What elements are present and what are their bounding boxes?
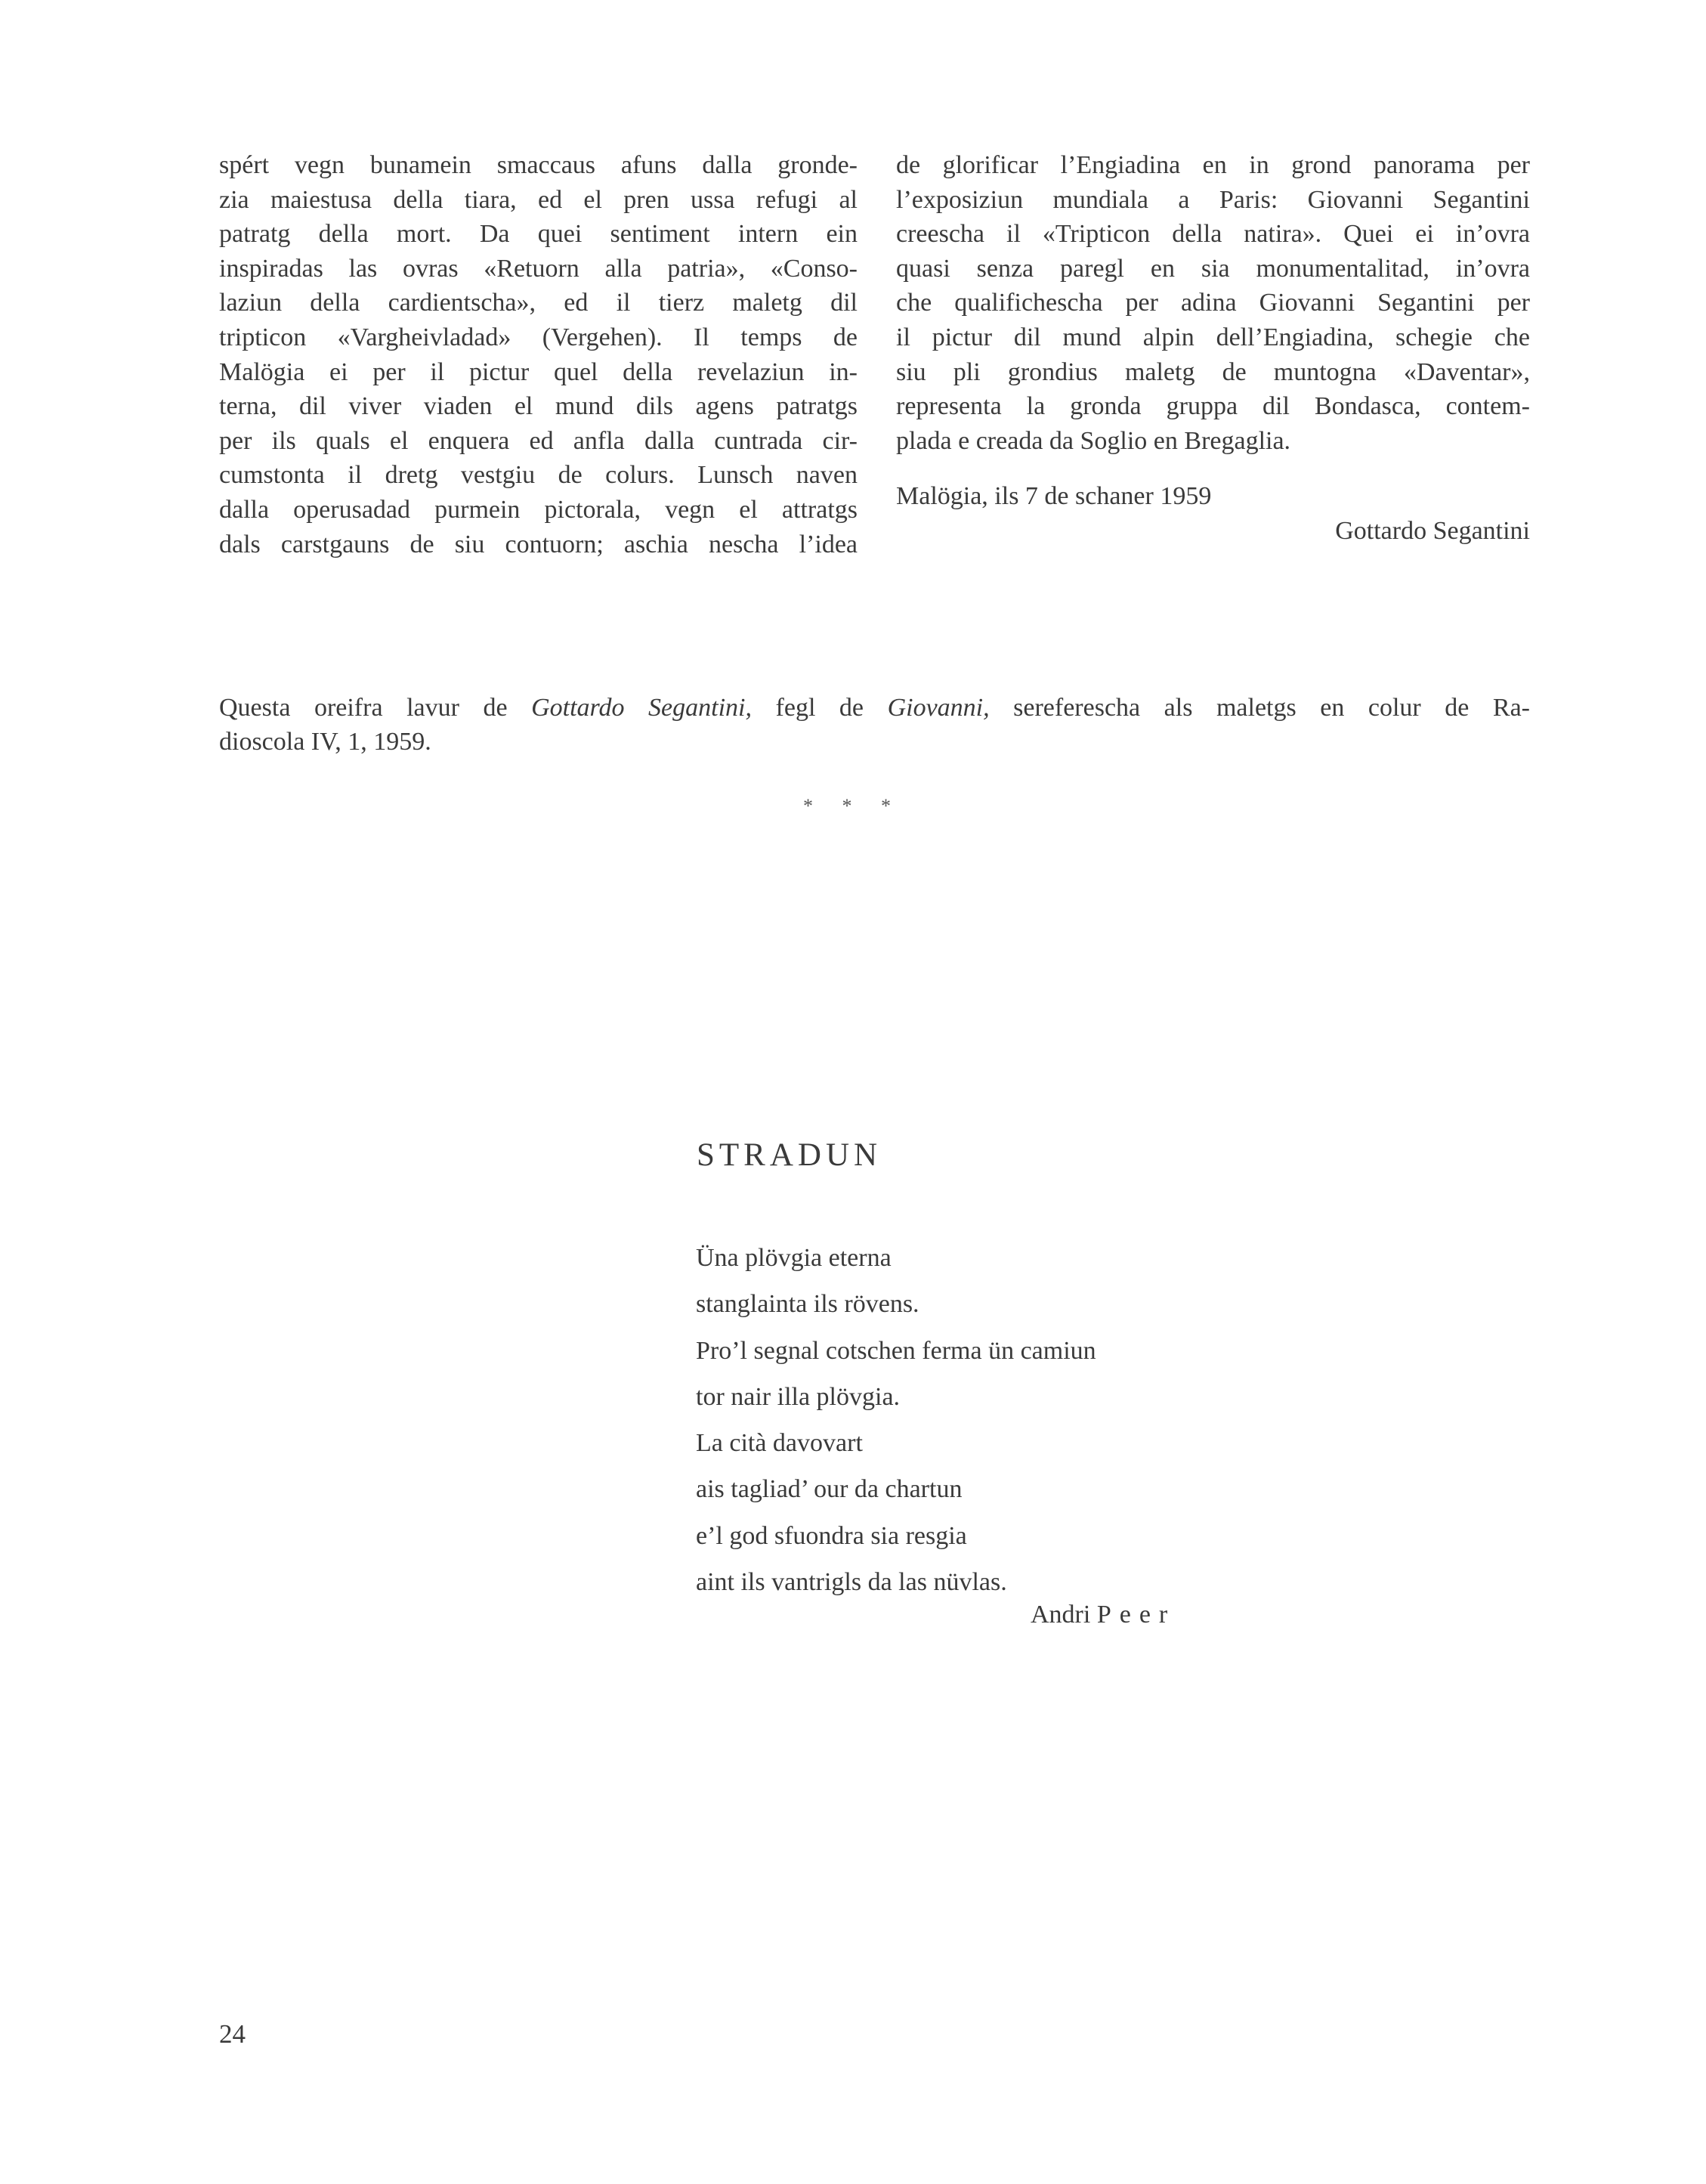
text-line: per ils quals el enquera ed anfla dalla cuntrada cir- <box>219 426 858 455</box>
text-line: plada e creada da Soglio en Bregaglia. <box>896 426 1291 455</box>
poem-verse: Pro’l segnal cotschen ferma ün camiun <box>696 1336 1096 1365</box>
poem-author-first-name: Andri <box>1031 1601 1091 1629</box>
left-text-column <box>219 148 858 561</box>
poem-author-surname: Peer <box>1096 1601 1176 1629</box>
poem-verse: aint ils vantrigls da las nüvlas. <box>696 1568 1007 1597</box>
text-line: cumstonta il dretg vestgiu de colurs. Lunsch naven <box>219 461 858 490</box>
text-line: zia maiestusa della tiara, ed el pren ussa refugi al <box>219 185 858 214</box>
text-line: che qualifichescha per adina Giovanni Segantini per <box>896 289 1530 317</box>
text-line: dals carstgauns de siu contuorn; aschia nescha l’idea <box>219 530 858 558</box>
note-text: fegl de <box>752 694 888 722</box>
note-text: sereferescha als maletgs en colur de Ra- <box>989 694 1530 722</box>
editorial-note <box>219 691 1530 759</box>
text-line: spért vegn bunamein smaccaus afuns dalla gronde- <box>219 151 858 179</box>
author-signature: Gottardo Segantini <box>1335 516 1530 545</box>
page-number: 24 <box>219 2019 246 2049</box>
text-line: quasi senza paregl en sia monumentalitad, in’ovra <box>896 254 1530 283</box>
text-line: patratg della mort. Da quei sentiment intern ein <box>219 220 858 249</box>
poem-verse: stanglainta ils rövens. <box>696 1290 919 1319</box>
note-father-name: Giovanni, <box>887 694 990 722</box>
text-line: creescha il «Tripticon della natira». Quei ei in’ovra <box>896 220 1530 249</box>
text-line: inspiradas las ovras «Retuorn alla patria», «Conso- <box>219 254 858 283</box>
text-line: tripticon «Vargheivladad» (Vergehen). Il temps de <box>219 323 858 351</box>
text-line: terna, dil viver viaden el mund dils agens patratgs <box>219 392 858 421</box>
right-text-column <box>896 148 1530 549</box>
poem-title: STRADUN <box>697 1137 882 1173</box>
text-line: Malögia ei per il pictur quel della revelaziun in- <box>219 357 858 386</box>
note-line-2: dioscola IV, 1, 1959. <box>219 728 431 756</box>
text-line: l’exposiziun mundiala a Paris: Giovanni Segantini <box>896 185 1530 214</box>
text-line: siu pli grondius maletg de muntogna «Daventar», <box>896 357 1530 386</box>
text-line: de glorificar l’Engiadina en in grond panorama per <box>896 151 1530 179</box>
text-line: il pictur dil mund alpin dell’Engiadina, schegie che <box>896 323 1530 351</box>
poem-verse: Üna plövgia eterna <box>696 1244 892 1272</box>
note-text: Questa oreifra lavur de <box>219 694 532 722</box>
poem-verse: ais tagliad’ our da chartun <box>696 1475 963 1504</box>
poem-verse: tor nair illa plövgia. <box>696 1382 901 1411</box>
text-line: dalla operusadad purmein pictorala, vegn el attratgs <box>219 495 858 524</box>
note-author-name: Gottardo Segantini, <box>531 694 752 722</box>
note-line-1 <box>219 691 1530 725</box>
text-line: representa la gronda gruppa dil Bondasca, contem- <box>896 392 1530 421</box>
poem-verse: e’l god sfuondra sia resgia <box>696 1521 967 1550</box>
poem-author <box>1031 1601 1176 1629</box>
text-line: laziun della cardientscha», ed il tierz maletg dil <box>219 289 858 317</box>
poem-verse: La cità davovart <box>696 1429 863 1458</box>
section-separator: * * * <box>803 795 903 817</box>
poem-body <box>696 1235 1096 1605</box>
place-date: Malögia, ils 7 de schaner 1959 <box>896 482 1212 511</box>
